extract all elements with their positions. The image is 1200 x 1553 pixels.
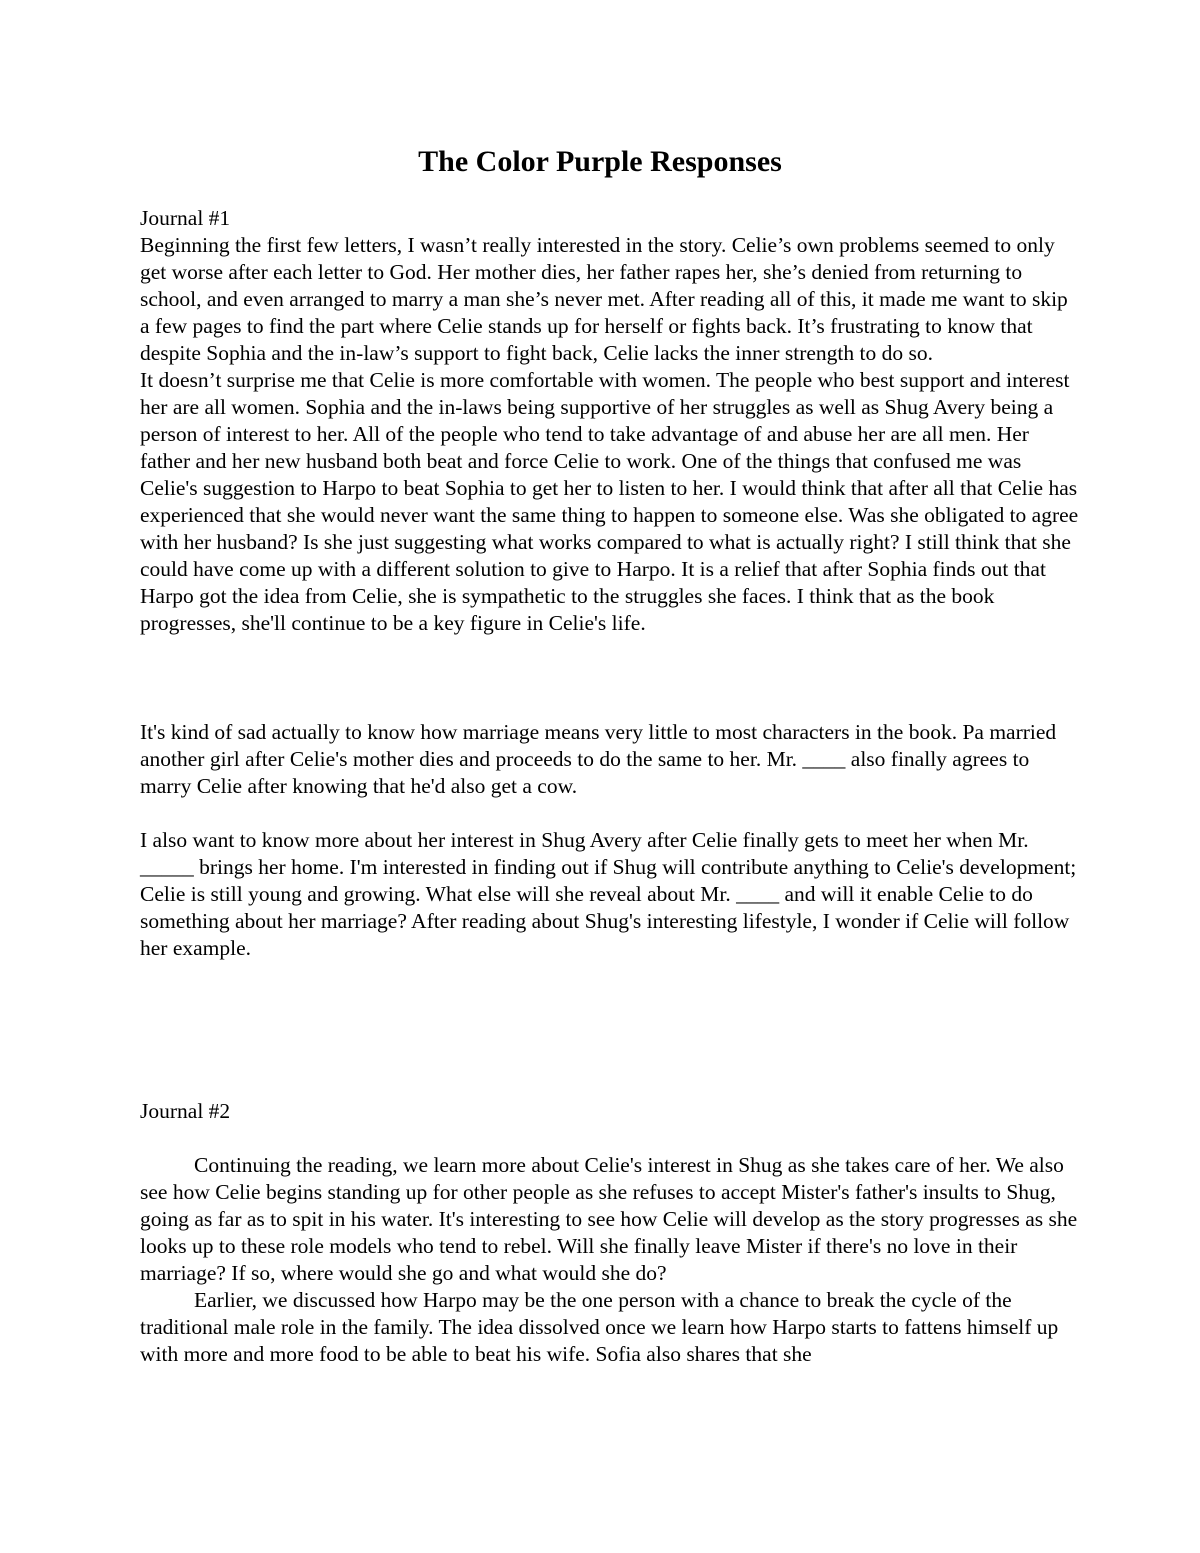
journal-1-heading: Journal #1: [140, 206, 231, 230]
journal-1-paragraph-1: Beginning the first few letters, I wasn’t really interested in the story. Celie’s own problems seemed to only get worse after each letter to God. Her mother dies, her father rapes her, she’s denied from returning to school, and even arranged to marry a man she’s never met. After reading all of this, it made me want to skip a few pages to find the part where Celie stands up for herself or fights back. It’s frustrating to know that despite Sophia and the in-law’s support to fight back, Celie lacks the inner strength to do so.: [140, 233, 1068, 365]
document-title: The Color Purple Responses: [418, 145, 782, 178]
journal-1-paragraph-4: I also want to know more about her interest in Shug Avery after Celie finally gets to meet her when Mr. _____ brings her home. I'm interested in finding out if Shug will contribute anything to Celie's development; Celie is still young and growing. What else will she reveal about Mr. ____ and will it enable Celie to do something about her marriage? After reading about Shug's interesting lifestyle, I wonder if Celie will follow her example.: [140, 828, 1077, 960]
journal-2-section: [140, 1152, 1080, 1368]
journal-2-heading-block: [140, 1098, 1080, 1125]
journal-2-paragraph-1: Continuing the reading, we learn more about Celie's interest in Shug as she takes care of her. We also see how Celie begins standing up for other people as she refuses to accept Mister's father's insults to Shug, going as far as to spit in his water. It's interesting to see how Celie will develop as the story progresses as she looks up to these role models who tend to rebel. Will she finally leave Mister if there's no love in their marriage? If so, where would she go and what would she do?: [140, 1153, 1078, 1285]
journal-1-paragraph-3: It's kind of sad actually to know how marriage means very little to most characters in the book. Pa married another girl after Celie's mother dies and proceeds to do the same to her. Mr. ____ also finally agrees to marry Celie after knowing that he'd also get a cow.: [140, 720, 1057, 798]
journal-1-marriage-section: [140, 719, 1080, 800]
journal-1-section: [140, 205, 1080, 637]
journal-2-heading: Journal #2: [140, 1099, 231, 1123]
journal-1-shug-section: [140, 827, 1080, 962]
journal-2-paragraph-2: Earlier, we discussed how Harpo may be the one person with a chance to break the cycle of the traditional male role in the family. The idea dissolved once we learn how Harpo starts to fattens himself up with more and more food to be able to beat his wife. Sofia also shares that she: [140, 1288, 1059, 1366]
journal-1-paragraph-2: It doesn’t surprise me that Celie is more comfortable with women. The people who best support and interest her are all women. Sophia and the in-laws being supportive of her struggles as well as Shug Avery being a person of interest to her. All of the people who tend to take advantage of and abuse her are all men. Her father and her new husband both beat and force Celie to work. One of the things that confused me was Celie's suggestion to Harpo to beat Sophia to get her to listen to her. I would think that after all that Celie has experienced that she would never want the same thing to happen to someone else. Was she obligated to agree with her husband? Is she just suggesting what works compared to what is actually right? I still think that she could have come up with a different solution to give to Harpo. It is a relief that after Sophia finds out that Harpo got the idea from Celie, she is sympathetic to the struggles she faces. I think that as the book progresses, she'll continue to be a key figure in Celie's life.: [140, 368, 1079, 635]
